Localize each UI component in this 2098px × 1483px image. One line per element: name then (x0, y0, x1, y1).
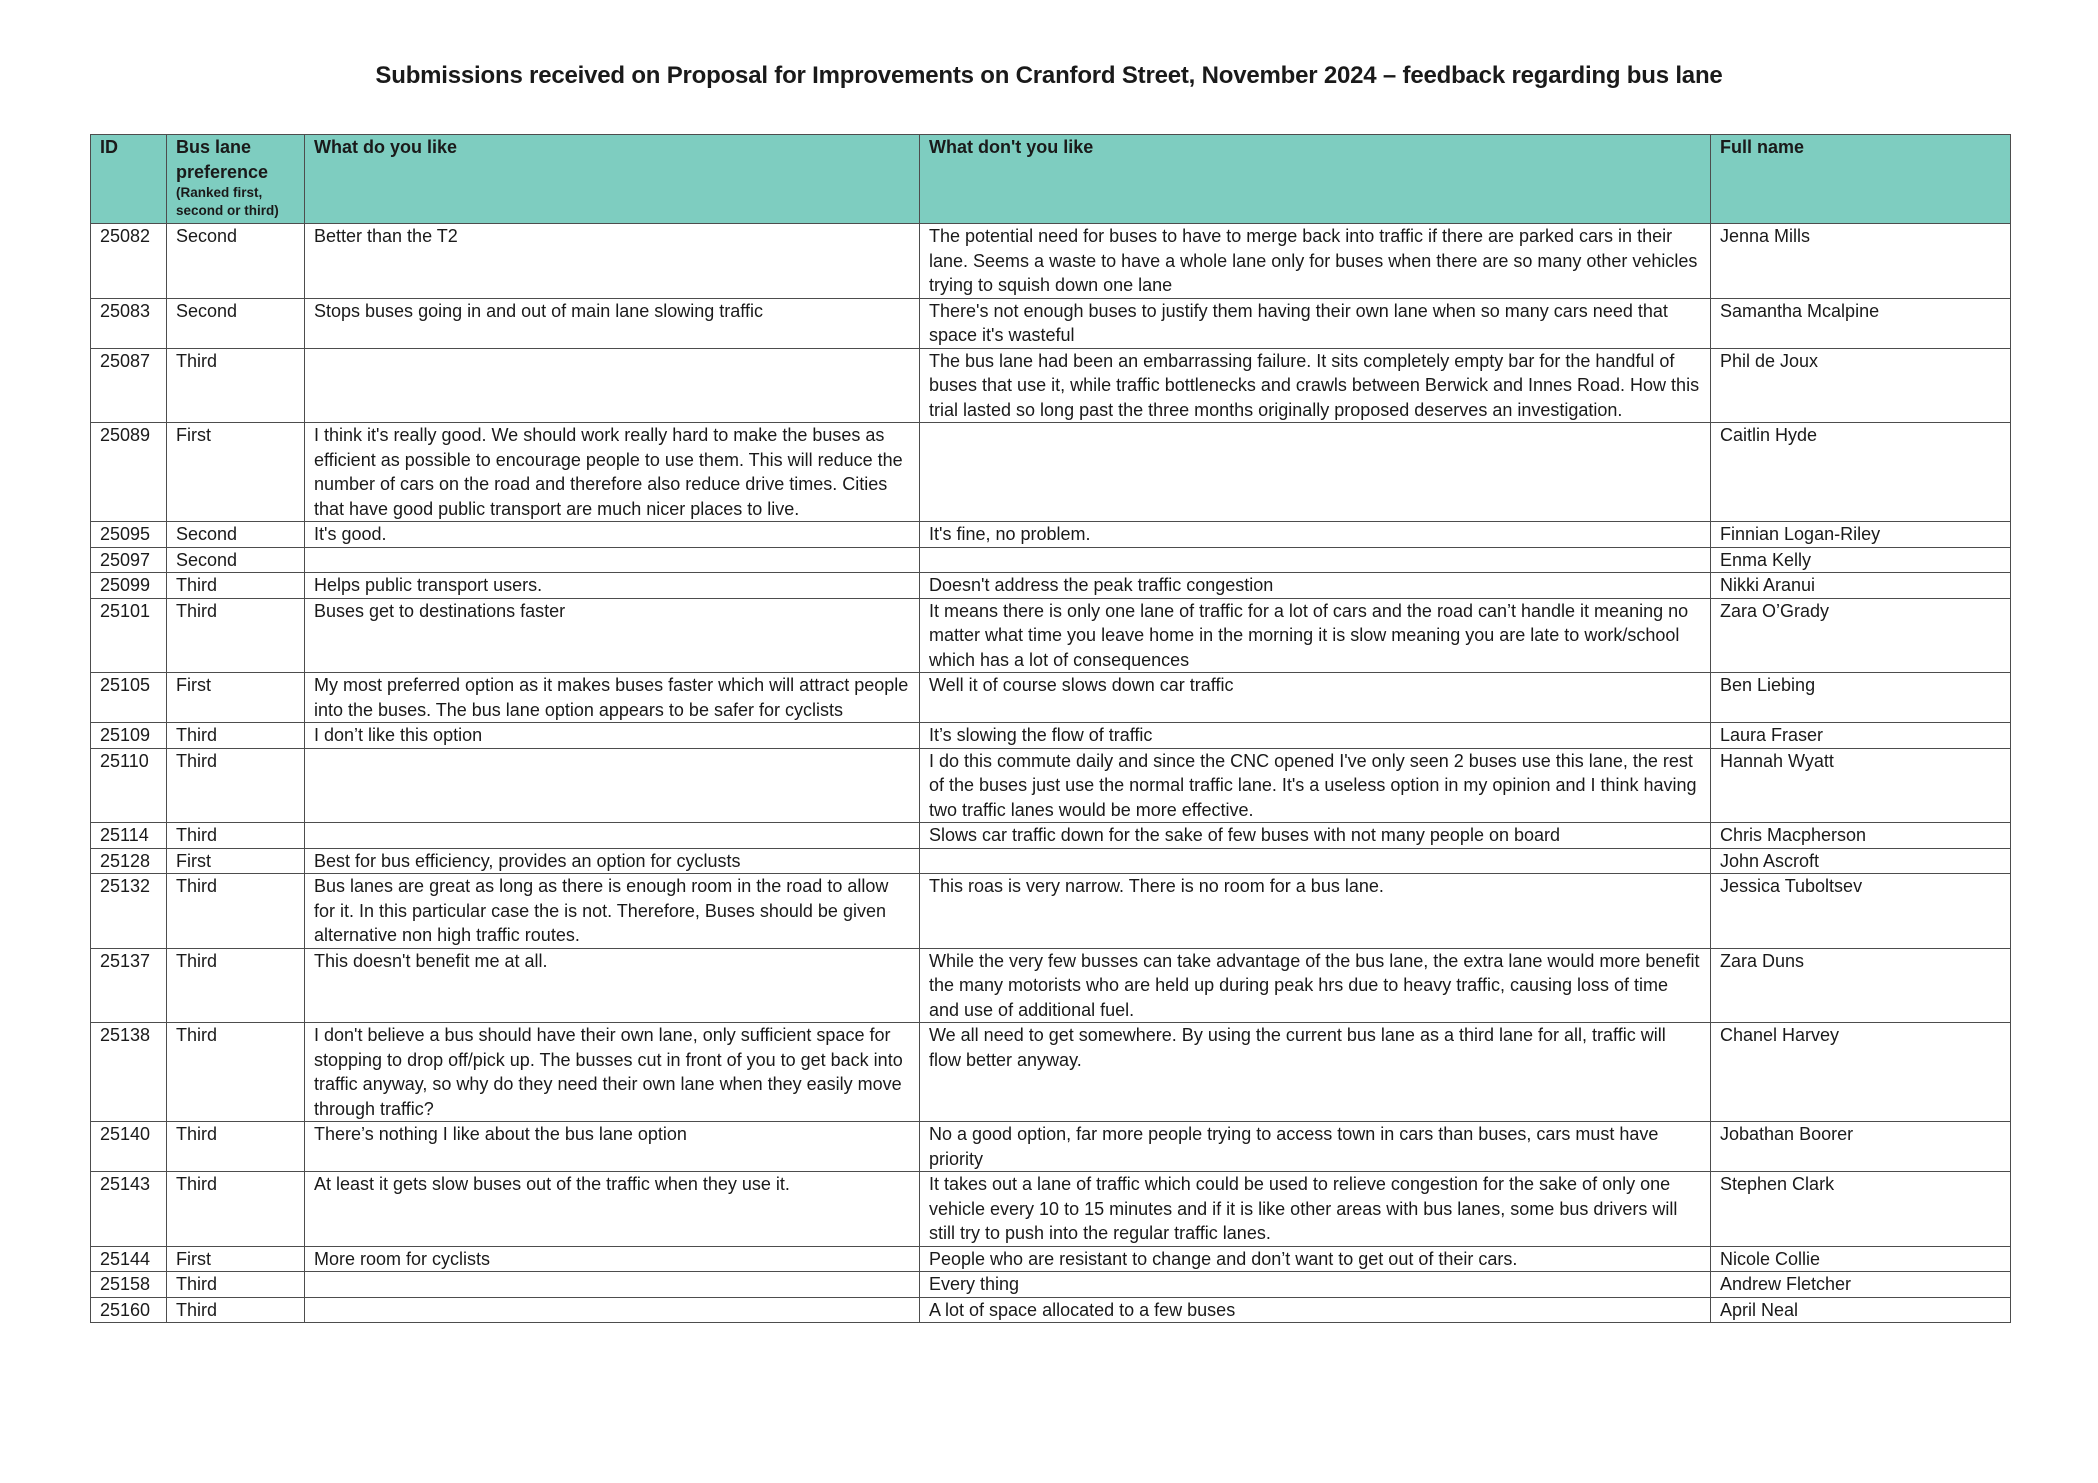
header-preference (167, 135, 305, 224)
cell-dislike: It's fine, no problem. (920, 522, 1711, 548)
cell-like (305, 823, 920, 849)
table-row (91, 673, 2011, 723)
cell-full-name: Enma Kelly (1711, 547, 2011, 573)
table-body (91, 224, 2011, 1323)
table-row (91, 522, 2011, 548)
cell-preference: Third (167, 1172, 305, 1247)
table-row (91, 1297, 2011, 1323)
cell-full-name: Zara Duns (1711, 948, 2011, 1023)
cell-dislike: A lot of space allocated to a few buses (920, 1297, 1711, 1323)
cell-dislike: There's not enough buses to justify them having their own lane when so many cars need that space it's wasteful (920, 298, 1711, 348)
cell-dislike: Every thing (920, 1272, 1711, 1298)
cell-id: 25089 (91, 423, 167, 522)
table-row (91, 1122, 2011, 1172)
cell-full-name: Zara O’Grady (1711, 598, 2011, 673)
table-row (91, 224, 2011, 299)
cell-full-name: April Neal (1711, 1297, 2011, 1323)
table-row (91, 423, 2011, 522)
cell-like: I think it's really good. We should work really hard to make the buses as efficient as possible to encourage people to use them. This will reduce the number of cars on the road and therefore also reduce drive times. Cities that have good public transport are much nicer places to live. (305, 423, 920, 522)
cell-full-name: Jenna Mills (1711, 224, 2011, 299)
cell-id: 25114 (91, 823, 167, 849)
cell-dislike: People who are resistant to change and don’t want to get out of their cars. (920, 1246, 1711, 1272)
cell-preference: Third (167, 1297, 305, 1323)
cell-dislike: Doesn't address the peak traffic congestion (920, 573, 1711, 599)
table-row (91, 1023, 2011, 1122)
table-row (91, 348, 2011, 423)
cell-id: 25137 (91, 948, 167, 1023)
cell-preference: Second (167, 224, 305, 299)
cell-id: 25097 (91, 547, 167, 573)
cell-dislike (920, 848, 1711, 874)
cell-id: 25110 (91, 748, 167, 823)
table-row (91, 823, 2011, 849)
table-header-row (91, 135, 2011, 224)
cell-full-name: Ben Liebing (1711, 673, 2011, 723)
cell-preference: Second (167, 547, 305, 573)
cell-dislike: Slows car traffic down for the sake of few buses with not many people on board (920, 823, 1711, 849)
table-row (91, 1246, 2011, 1272)
cell-preference: Second (167, 298, 305, 348)
cell-like: Bus lanes are great as long as there is enough room in the road to allow for it. In this particular case the is not. Therefore, Buses should be given alternative non high traffic routes. (305, 874, 920, 949)
cell-preference: First (167, 673, 305, 723)
cell-dislike: While the very few busses can take advantage of the bus lane, the extra lane would more benefit the many motorists who are held up during peak hrs due to heavy traffic, causing loss of time and use of additional fuel. (920, 948, 1711, 1023)
cell-preference: First (167, 423, 305, 522)
cell-like: Buses get to destinations faster (305, 598, 920, 673)
cell-like: Stops buses going in and out of main lane slowing traffic (305, 298, 920, 348)
table-row (91, 874, 2011, 949)
cell-preference: Third (167, 598, 305, 673)
cell-preference: Third (167, 1023, 305, 1122)
cell-dislike (920, 423, 1711, 522)
cell-like: I don't believe a bus should have their own lane, only sufficient space for stopping to drop off/pick up. The busses cut in front of you to get back into traffic anyway, so why do they need their own lane when they easily move through traffic? (305, 1023, 920, 1122)
cell-full-name: Chris Macpherson (1711, 823, 2011, 849)
cell-dislike: No a good option, far more people trying to access town in cars than buses, cars must have priority (920, 1122, 1711, 1172)
document-title: Submissions received on Proposal for Improvements on Cranford Street, November 2024 – feedback regarding bus lane (375, 62, 1723, 89)
cell-id: 25099 (91, 573, 167, 599)
cell-id: 25128 (91, 848, 167, 874)
cell-preference: Third (167, 573, 305, 599)
cell-full-name: John Ascroft (1711, 848, 2011, 874)
cell-like (305, 1297, 920, 1323)
cell-full-name: Nikki Aranui (1711, 573, 2011, 599)
cell-dislike: It’s slowing the flow of traffic (920, 723, 1711, 749)
cell-full-name: Laura Fraser (1711, 723, 2011, 749)
cell-id: 25082 (91, 224, 167, 299)
cell-preference: Third (167, 1272, 305, 1298)
cell-full-name: Andrew Fletcher (1711, 1272, 2011, 1298)
cell-like: Helps public transport users. (305, 573, 920, 599)
header-name: Full name (1711, 135, 2011, 224)
cell-dislike: The bus lane had been an embarrassing failure. It sits completely empty bar for the handful of buses that use it, while traffic bottlenecks and crawls between Berwick and Innes Road. How this trial lasted so long past the three months originally proposed deserves an investigation. (920, 348, 1711, 423)
cell-preference: Third (167, 348, 305, 423)
table-row (91, 573, 2011, 599)
table-row (91, 848, 2011, 874)
cell-id: 25132 (91, 874, 167, 949)
cell-like: I don’t like this option (305, 723, 920, 749)
cell-dislike: We all need to get somewhere. By using the current bus lane as a third lane for all, traffic will flow better anyway. (920, 1023, 1711, 1122)
cell-dislike (920, 547, 1711, 573)
table-row (91, 1172, 2011, 1247)
cell-dislike: It means there is only one lane of traffic for a lot of cars and the road can’t handle it meaning no matter what time you leave home in the morning it is slow meaning you are late to work/school which has a lot of consequences (920, 598, 1711, 673)
cell-id: 25144 (91, 1246, 167, 1272)
table-row (91, 598, 2011, 673)
cell-preference: First (167, 1246, 305, 1272)
cell-like: More room for cyclists (305, 1246, 920, 1272)
cell-id: 25143 (91, 1172, 167, 1247)
cell-full-name: Jessica Tuboltsev (1711, 874, 2011, 949)
cell-like: My most preferred option as it makes buses faster which will attract people into the buses. The bus lane option appears to be safer for cyclists (305, 673, 920, 723)
cell-preference: Third (167, 823, 305, 849)
cell-id: 25095 (91, 522, 167, 548)
header-dislike: What don't you like (920, 135, 1711, 224)
cell-dislike: Well it of course slows down car traffic (920, 673, 1711, 723)
cell-preference: Third (167, 874, 305, 949)
cell-like: Better than the T2 (305, 224, 920, 299)
cell-dislike: I do this commute daily and since the CNC opened I've only seen 2 buses use this lane, the rest of the buses just use the normal traffic lane. It's a useless option in my opinion and I think having two traffic lanes would be more effective. (920, 748, 1711, 823)
cell-id: 25140 (91, 1122, 167, 1172)
cell-full-name: Nicole Collie (1711, 1246, 2011, 1272)
cell-preference: First (167, 848, 305, 874)
table-row (91, 298, 2011, 348)
header-like: What do you like (305, 135, 920, 224)
cell-like: This doesn't benefit me at all. (305, 948, 920, 1023)
cell-full-name: Caitlin Hyde (1711, 423, 2011, 522)
cell-full-name: Samantha Mcalpine (1711, 298, 2011, 348)
cell-like (305, 748, 920, 823)
cell-id: 25083 (91, 298, 167, 348)
cell-like (305, 348, 920, 423)
cell-dislike: This roas is very narrow. There is no room for a bus lane. (920, 874, 1711, 949)
cell-id: 25087 (91, 348, 167, 423)
cell-id: 25138 (91, 1023, 167, 1122)
header-id: ID (91, 135, 167, 224)
cell-like (305, 1272, 920, 1298)
cell-id: 25105 (91, 673, 167, 723)
cell-preference: Second (167, 522, 305, 548)
cell-id: 25109 (91, 723, 167, 749)
cell-full-name: Chanel Harvey (1711, 1023, 2011, 1122)
cell-id: 25158 (91, 1272, 167, 1298)
cell-full-name: Finnian Logan-Riley (1711, 522, 2011, 548)
cell-like: At least it gets slow buses out of the traffic when they use it. (305, 1172, 920, 1247)
table-row (91, 547, 2011, 573)
cell-full-name: Phil de Joux (1711, 348, 2011, 423)
cell-full-name: Hannah Wyatt (1711, 748, 2011, 823)
cell-full-name: Jobathan Boorer (1711, 1122, 2011, 1172)
cell-id: 25101 (91, 598, 167, 673)
table-row (91, 748, 2011, 823)
table-row (91, 1272, 2011, 1298)
cell-preference: Third (167, 748, 305, 823)
cell-dislike: It takes out a lane of traffic which could be used to relieve congestion for the sake of only one vehicle every 10 to 15 minutes and if it is like other areas with bus lanes, some bus drivers will still try to push into the regular traffic lanes. (920, 1172, 1711, 1247)
cell-preference: Third (167, 723, 305, 749)
cell-like: It's good. (305, 522, 920, 548)
cell-id: 25160 (91, 1297, 167, 1323)
cell-like (305, 547, 920, 573)
cell-like: There’s nothing I like about the bus lane option (305, 1122, 920, 1172)
cell-preference: Third (167, 948, 305, 1023)
cell-dislike: The potential need for buses to have to merge back into traffic if there are parked cars in their lane. Seems a waste to have a whole lane only for buses when there are so many other vehicles trying to squish down one lane (920, 224, 1711, 299)
cell-full-name: Stephen Clark (1711, 1172, 2011, 1247)
header-preference-label: Bus lane preference (176, 137, 269, 182)
cell-preference: Third (167, 1122, 305, 1172)
submissions-table (90, 134, 2011, 1323)
table-row (91, 948, 2011, 1023)
table-row (91, 723, 2011, 749)
header-preference-note: (Ranked first, second or third) (176, 185, 279, 218)
cell-like: Best for bus efficiency, provides an option for cyclusts (305, 848, 920, 874)
